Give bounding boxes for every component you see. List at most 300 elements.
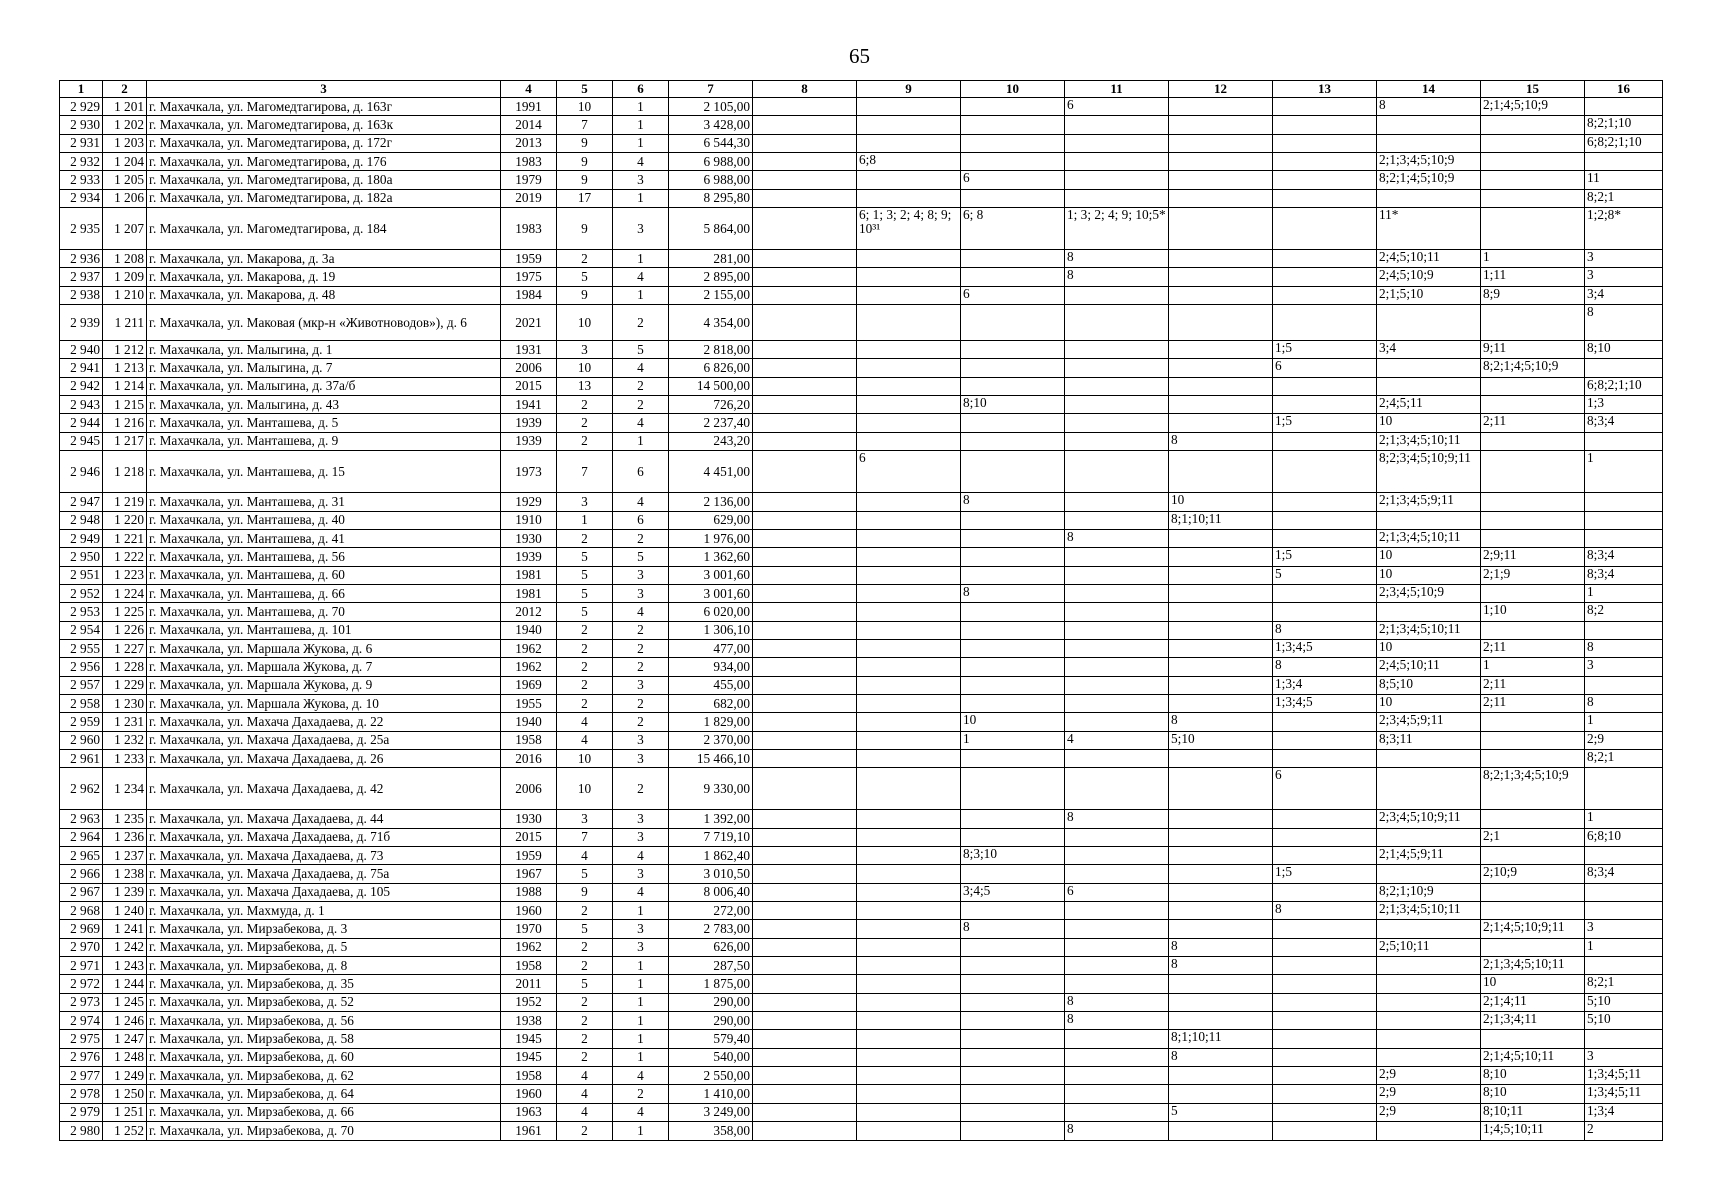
cell-col-11	[1065, 451, 1169, 493]
cell-col-4: 1969	[501, 676, 557, 694]
cell-col-5: 2	[557, 1030, 613, 1048]
cell-col-16: 3	[1585, 1048, 1663, 1066]
cell-col-3: г. Махачкала, ул. Малыгина, д. 37а/б	[147, 377, 501, 395]
cell-col-10	[961, 749, 1065, 767]
cell-col-4: 1962	[501, 938, 557, 956]
table-row	[60, 1067, 1663, 1085]
cell-col-15	[1481, 189, 1585, 207]
cell-col-6: 2	[613, 713, 669, 731]
cell-col-6: 1	[613, 189, 669, 207]
cell-col-13: 5	[1273, 566, 1377, 584]
cell-col-8	[753, 1103, 857, 1121]
cell-col-8	[753, 1122, 857, 1140]
cell-col-15: 2;1;3;4;5;10;11	[1481, 957, 1585, 975]
cell-col-5: 7	[557, 828, 613, 846]
cell-col-1: 2 964	[60, 828, 103, 846]
cell-col-3: г. Махачкала, ул. Маковая (мкр-н «Животноводов»), д. 6	[147, 305, 501, 341]
cell-col-1: 2 968	[60, 902, 103, 920]
cell-col-3: г. Махачкала, ул. Макарова, д. 48	[147, 286, 501, 304]
cell-col-13: 6	[1273, 359, 1377, 377]
cell-col-15: 1;11	[1481, 268, 1585, 286]
cell-col-6: 4	[613, 1067, 669, 1085]
cell-col-10	[961, 116, 1065, 134]
cell-col-4: 1945	[501, 1030, 557, 1048]
cell-col-2: 1 221	[103, 529, 147, 547]
cell-col-1: 2 960	[60, 731, 103, 749]
cell-col-3: г. Махачкала, ул. Макарова, д. 19	[147, 268, 501, 286]
cell-col-13	[1273, 603, 1377, 621]
cell-col-11	[1065, 432, 1169, 450]
cell-col-14	[1377, 1030, 1481, 1048]
cell-col-11	[1065, 359, 1169, 377]
cell-col-3: г. Махачкала, ул. Малыгина, д. 1	[147, 341, 501, 359]
cell-col-3: г. Махачкала, ул. Манташева, д. 101	[147, 621, 501, 639]
cell-col-7: 2 550,00	[669, 1067, 753, 1085]
cell-col-1: 2 952	[60, 584, 103, 602]
cell-col-1: 2 972	[60, 975, 103, 993]
column-header-7: 7	[669, 81, 753, 98]
table-row	[60, 566, 1663, 584]
cell-col-11	[1065, 676, 1169, 694]
cell-col-7: 1 392,00	[669, 810, 753, 828]
table-row	[60, 768, 1663, 810]
table-row	[60, 1122, 1663, 1140]
cell-col-2: 1 247	[103, 1030, 147, 1048]
cell-col-14: 10	[1377, 414, 1481, 432]
table-row	[60, 957, 1663, 975]
cell-col-3: г. Махачкала, ул. Магомедтагирова, д. 180а	[147, 171, 501, 189]
cell-col-4: 1952	[501, 993, 557, 1011]
column-header-11: 11	[1065, 81, 1169, 98]
cell-col-9	[857, 938, 961, 956]
cell-col-11	[1065, 1048, 1169, 1066]
cell-col-13	[1273, 731, 1377, 749]
cell-col-9	[857, 639, 961, 657]
cell-col-9	[857, 286, 961, 304]
cell-col-6: 1	[613, 957, 669, 975]
cell-col-7: 15 466,10	[669, 749, 753, 767]
cell-col-16: 2	[1585, 1122, 1663, 1140]
cell-col-13	[1273, 153, 1377, 171]
cell-col-10	[961, 865, 1065, 883]
cell-col-7: 2 895,00	[669, 268, 753, 286]
cell-col-16: 8	[1585, 694, 1663, 712]
cell-col-9	[857, 396, 961, 414]
cell-col-9	[857, 731, 961, 749]
cell-col-7: 6 544,30	[669, 134, 753, 152]
cell-col-10: 3;4;5	[961, 883, 1065, 901]
cell-col-11	[1065, 377, 1169, 395]
cell-col-16	[1585, 621, 1663, 639]
cell-col-14	[1377, 511, 1481, 529]
cell-col-2: 1 227	[103, 639, 147, 657]
table-row	[60, 396, 1663, 414]
cell-col-14	[1377, 749, 1481, 767]
cell-col-9	[857, 768, 961, 810]
cell-col-6: 3	[613, 865, 669, 883]
cell-col-5: 10	[557, 98, 613, 116]
cell-col-12	[1169, 116, 1273, 134]
cell-col-12	[1169, 584, 1273, 602]
cell-col-9	[857, 883, 961, 901]
cell-col-4: 1959	[501, 250, 557, 268]
cell-col-6: 4	[613, 359, 669, 377]
cell-col-8	[753, 975, 857, 993]
cell-col-10	[961, 993, 1065, 1011]
cell-col-2: 1 242	[103, 938, 147, 956]
cell-col-16: 1;3	[1585, 396, 1663, 414]
cell-col-2: 1 244	[103, 975, 147, 993]
cell-col-4: 1938	[501, 1012, 557, 1030]
cell-col-12	[1169, 189, 1273, 207]
cell-col-6: 3	[613, 938, 669, 956]
cell-col-3: г. Махачкала, ул. Махача Дахадаева, д. 22	[147, 713, 501, 731]
cell-col-7: 272,00	[669, 902, 753, 920]
column-header-8: 8	[753, 81, 857, 98]
cell-col-4: 1970	[501, 920, 557, 938]
cell-col-9	[857, 865, 961, 883]
cell-col-16	[1585, 529, 1663, 547]
cell-col-12	[1169, 865, 1273, 883]
cell-col-15	[1481, 511, 1585, 529]
cell-col-8	[753, 938, 857, 956]
cell-col-11	[1065, 153, 1169, 171]
cell-col-4: 1959	[501, 847, 557, 865]
cell-col-7: 626,00	[669, 938, 753, 956]
cell-col-2: 1 210	[103, 286, 147, 304]
cell-col-8	[753, 529, 857, 547]
cell-col-14	[1377, 993, 1481, 1011]
cell-col-14	[1377, 1122, 1481, 1140]
cell-col-12	[1169, 694, 1273, 712]
cell-col-2: 1 245	[103, 993, 147, 1011]
cell-col-4: 1930	[501, 529, 557, 547]
cell-col-3: г. Махачкала, ул. Махача Дахадаева, д. 73	[147, 847, 501, 865]
cell-col-5: 9	[557, 286, 613, 304]
cell-col-4: 1960	[501, 902, 557, 920]
cell-col-6: 4	[613, 883, 669, 901]
cell-col-7: 6 020,00	[669, 603, 753, 621]
table-row	[60, 1030, 1663, 1048]
cell-col-8	[753, 731, 857, 749]
cell-col-4: 1979	[501, 171, 557, 189]
cell-col-1: 2 969	[60, 920, 103, 938]
cell-col-4: 1962	[501, 639, 557, 657]
cell-col-6: 2	[613, 694, 669, 712]
cell-col-9	[857, 1067, 961, 1085]
cell-col-16: 6;8;2;1;10	[1585, 377, 1663, 395]
cell-col-15	[1481, 208, 1585, 250]
table-row	[60, 529, 1663, 547]
cell-col-7: 3 249,00	[669, 1103, 753, 1121]
cell-col-10	[961, 268, 1065, 286]
cell-col-10	[961, 1012, 1065, 1030]
cell-col-6: 4	[613, 847, 669, 865]
cell-col-1: 2 931	[60, 134, 103, 152]
cell-col-8	[753, 116, 857, 134]
cell-col-8	[753, 1012, 857, 1030]
cell-col-4: 1981	[501, 566, 557, 584]
table-row	[60, 134, 1663, 152]
cell-col-13: 1;5	[1273, 414, 1377, 432]
cell-col-7: 682,00	[669, 694, 753, 712]
cell-col-5: 2	[557, 1048, 613, 1066]
cell-col-10	[961, 1030, 1065, 1048]
cell-col-11: 8	[1065, 810, 1169, 828]
cell-col-14: 3;4	[1377, 341, 1481, 359]
cell-col-1: 2 966	[60, 865, 103, 883]
cell-col-12	[1169, 1122, 1273, 1140]
cell-col-16	[1585, 359, 1663, 377]
cell-col-6: 1	[613, 1048, 669, 1066]
cell-col-16: 1;2;8*	[1585, 208, 1663, 250]
cell-col-15	[1481, 938, 1585, 956]
cell-col-9	[857, 920, 961, 938]
cell-col-11	[1065, 957, 1169, 975]
cell-col-13	[1273, 493, 1377, 511]
cell-col-7: 14 500,00	[669, 377, 753, 395]
cell-col-11	[1065, 286, 1169, 304]
cell-col-12	[1169, 250, 1273, 268]
cell-col-15: 2;11	[1481, 639, 1585, 657]
cell-col-13	[1273, 529, 1377, 547]
cell-col-14: 2;3;4;5;10;9	[1377, 584, 1481, 602]
cell-col-6: 6	[613, 511, 669, 529]
cell-col-11: 8	[1065, 268, 1169, 286]
cell-col-16: 6;8;2;1;10	[1585, 134, 1663, 152]
cell-col-3: г. Махачкала, ул. Малыгина, д. 7	[147, 359, 501, 377]
cell-col-15	[1481, 713, 1585, 731]
cell-col-9	[857, 98, 961, 116]
cell-col-7: 1 306,10	[669, 621, 753, 639]
cell-col-4: 1940	[501, 621, 557, 639]
cell-col-5: 3	[557, 493, 613, 511]
cell-col-3: г. Махачкала, ул. Мирзабекова, д. 3	[147, 920, 501, 938]
cell-col-6: 4	[613, 493, 669, 511]
cell-col-6: 4	[613, 1103, 669, 1121]
cell-col-15: 2;1;4;5;10;9;11	[1481, 920, 1585, 938]
cell-col-12	[1169, 396, 1273, 414]
cell-col-13	[1273, 511, 1377, 529]
table-row	[60, 1048, 1663, 1066]
cell-col-5: 13	[557, 377, 613, 395]
cell-col-12	[1169, 768, 1273, 810]
cell-col-5: 4	[557, 1085, 613, 1103]
cell-col-11	[1065, 566, 1169, 584]
cell-col-13	[1273, 1067, 1377, 1085]
cell-col-10	[961, 902, 1065, 920]
cell-col-12	[1169, 603, 1273, 621]
cell-col-6: 2	[613, 305, 669, 341]
cell-col-2: 1 225	[103, 603, 147, 621]
table-row	[60, 548, 1663, 566]
cell-col-8	[753, 305, 857, 341]
cell-col-14: 2;9	[1377, 1067, 1481, 1085]
cell-col-8	[753, 134, 857, 152]
cell-col-16: 8;2;1	[1585, 749, 1663, 767]
cell-col-14: 8;5;10	[1377, 676, 1481, 694]
cell-col-5: 2	[557, 414, 613, 432]
table-row	[60, 810, 1663, 828]
cell-col-6: 5	[613, 341, 669, 359]
cell-col-1: 2 930	[60, 116, 103, 134]
cell-col-15: 2;1	[1481, 828, 1585, 846]
cell-col-8	[753, 189, 857, 207]
cell-col-10: 8;3;10	[961, 847, 1065, 865]
cell-col-6: 1	[613, 1030, 669, 1048]
cell-col-5: 2	[557, 694, 613, 712]
cell-col-8	[753, 957, 857, 975]
cell-col-16: 3	[1585, 250, 1663, 268]
cell-col-15	[1481, 377, 1585, 395]
cell-col-1: 2 941	[60, 359, 103, 377]
cell-col-4: 1981	[501, 584, 557, 602]
table-row	[60, 414, 1663, 432]
cell-col-1: 2 935	[60, 208, 103, 250]
cell-col-3: г. Махачкала, ул. Махмуда, д. 1	[147, 902, 501, 920]
cell-col-14: 2;4;5;11	[1377, 396, 1481, 414]
cell-col-8	[753, 865, 857, 883]
cell-col-4: 2016	[501, 749, 557, 767]
cell-col-15	[1481, 305, 1585, 341]
cell-col-8	[753, 658, 857, 676]
cell-col-14	[1377, 116, 1481, 134]
cell-col-7: 1 829,00	[669, 713, 753, 731]
cell-col-8	[753, 548, 857, 566]
cell-col-12	[1169, 566, 1273, 584]
cell-col-11	[1065, 658, 1169, 676]
cell-col-13	[1273, 1122, 1377, 1140]
cell-col-5: 5	[557, 865, 613, 883]
table-row	[60, 694, 1663, 712]
cell-col-6: 2	[613, 529, 669, 547]
cell-col-7: 540,00	[669, 1048, 753, 1066]
cell-col-3: г. Махачкала, ул. Манташева, д. 60	[147, 566, 501, 584]
cell-col-2: 1 215	[103, 396, 147, 414]
cell-col-3: г. Махачкала, ул. Макарова, д. 3а	[147, 250, 501, 268]
table-row	[60, 828, 1663, 846]
cell-col-5: 3	[557, 341, 613, 359]
cell-col-2: 1 236	[103, 828, 147, 846]
cell-col-13	[1273, 847, 1377, 865]
cell-col-12: 8	[1169, 957, 1273, 975]
cell-col-5: 7	[557, 451, 613, 493]
cell-col-11: 8	[1065, 250, 1169, 268]
cell-col-6: 4	[613, 268, 669, 286]
cell-col-11	[1065, 902, 1169, 920]
cell-col-6: 2	[613, 639, 669, 657]
cell-col-10	[961, 957, 1065, 975]
cell-col-8	[753, 713, 857, 731]
cell-col-14	[1377, 377, 1481, 395]
cell-col-14	[1377, 957, 1481, 975]
cell-col-14: 2;3;4;5;10;9;11	[1377, 810, 1481, 828]
cell-col-9	[857, 1122, 961, 1140]
cell-col-3: г. Махачкала, ул. Мирзабекова, д. 8	[147, 957, 501, 975]
cell-col-7: 5 864,00	[669, 208, 753, 250]
cell-col-1: 2 942	[60, 377, 103, 395]
cell-col-8	[753, 359, 857, 377]
cell-col-8	[753, 1067, 857, 1085]
cell-col-13	[1273, 377, 1377, 395]
cell-col-15	[1481, 847, 1585, 865]
cell-col-1: 2 959	[60, 713, 103, 731]
cell-col-8	[753, 566, 857, 584]
cell-col-1: 2 980	[60, 1122, 103, 1140]
table-row	[60, 920, 1663, 938]
cell-col-13	[1273, 189, 1377, 207]
cell-col-9	[857, 993, 961, 1011]
cell-col-15: 2;1;4;5;10;9	[1481, 98, 1585, 116]
cell-col-11	[1065, 1030, 1169, 1048]
column-header-14: 14	[1377, 81, 1481, 98]
cell-col-1: 2 933	[60, 171, 103, 189]
cell-col-3: г. Махачкала, ул. Мирзабекова, д. 64	[147, 1085, 501, 1103]
cell-col-13	[1273, 1103, 1377, 1121]
cell-col-10	[961, 432, 1065, 450]
cell-col-1: 2 956	[60, 658, 103, 676]
cell-col-4: 1958	[501, 1067, 557, 1085]
cell-col-6: 3	[613, 749, 669, 767]
cell-col-12	[1169, 1085, 1273, 1103]
table-row	[60, 341, 1663, 359]
cell-col-4: 2006	[501, 768, 557, 810]
cell-col-16: 1	[1585, 584, 1663, 602]
cell-col-7: 8 006,40	[669, 883, 753, 901]
cell-col-13	[1273, 713, 1377, 731]
cell-col-7: 6 826,00	[669, 359, 753, 377]
cell-col-14: 8	[1377, 98, 1481, 116]
cell-col-14: 2;1;3;4;5;10;11	[1377, 529, 1481, 547]
cell-col-5: 10	[557, 305, 613, 341]
cell-col-14: 2;1;4;5;9;11	[1377, 847, 1481, 865]
cell-col-15: 2;1;3;4;11	[1481, 1012, 1585, 1030]
cell-col-11	[1065, 713, 1169, 731]
cell-col-11: 8	[1065, 1012, 1169, 1030]
cell-col-1: 2 939	[60, 305, 103, 341]
cell-col-10	[961, 768, 1065, 810]
cell-col-10	[961, 1085, 1065, 1103]
cell-col-7: 290,00	[669, 993, 753, 1011]
cell-col-3: г. Махачкала, ул. Магомедтагирова, д. 172г	[147, 134, 501, 152]
cell-col-2: 1 206	[103, 189, 147, 207]
cell-col-9	[857, 658, 961, 676]
table-row	[60, 847, 1663, 865]
cell-col-10	[961, 938, 1065, 956]
cell-col-11	[1065, 768, 1169, 810]
cell-col-2: 1 243	[103, 957, 147, 975]
table-row	[60, 377, 1663, 395]
cell-col-14: 2;1;3;4;5;9;11	[1377, 493, 1481, 511]
column-header-9: 9	[857, 81, 961, 98]
cell-col-16	[1585, 493, 1663, 511]
cell-col-10: 6	[961, 171, 1065, 189]
cell-col-7: 358,00	[669, 1122, 753, 1140]
cell-col-13	[1273, 116, 1377, 134]
cell-col-4: 1967	[501, 865, 557, 883]
cell-col-10	[961, 529, 1065, 547]
cell-col-4: 1991	[501, 98, 557, 116]
table-row	[60, 713, 1663, 731]
cell-col-2: 1 250	[103, 1085, 147, 1103]
cell-col-5: 2	[557, 658, 613, 676]
cell-col-6: 2	[613, 396, 669, 414]
cell-col-14: 2;1;3;4;5;10;9	[1377, 153, 1481, 171]
cell-col-1: 2 961	[60, 749, 103, 767]
table-row	[60, 451, 1663, 493]
cell-col-15	[1481, 451, 1585, 493]
cell-col-10	[961, 341, 1065, 359]
